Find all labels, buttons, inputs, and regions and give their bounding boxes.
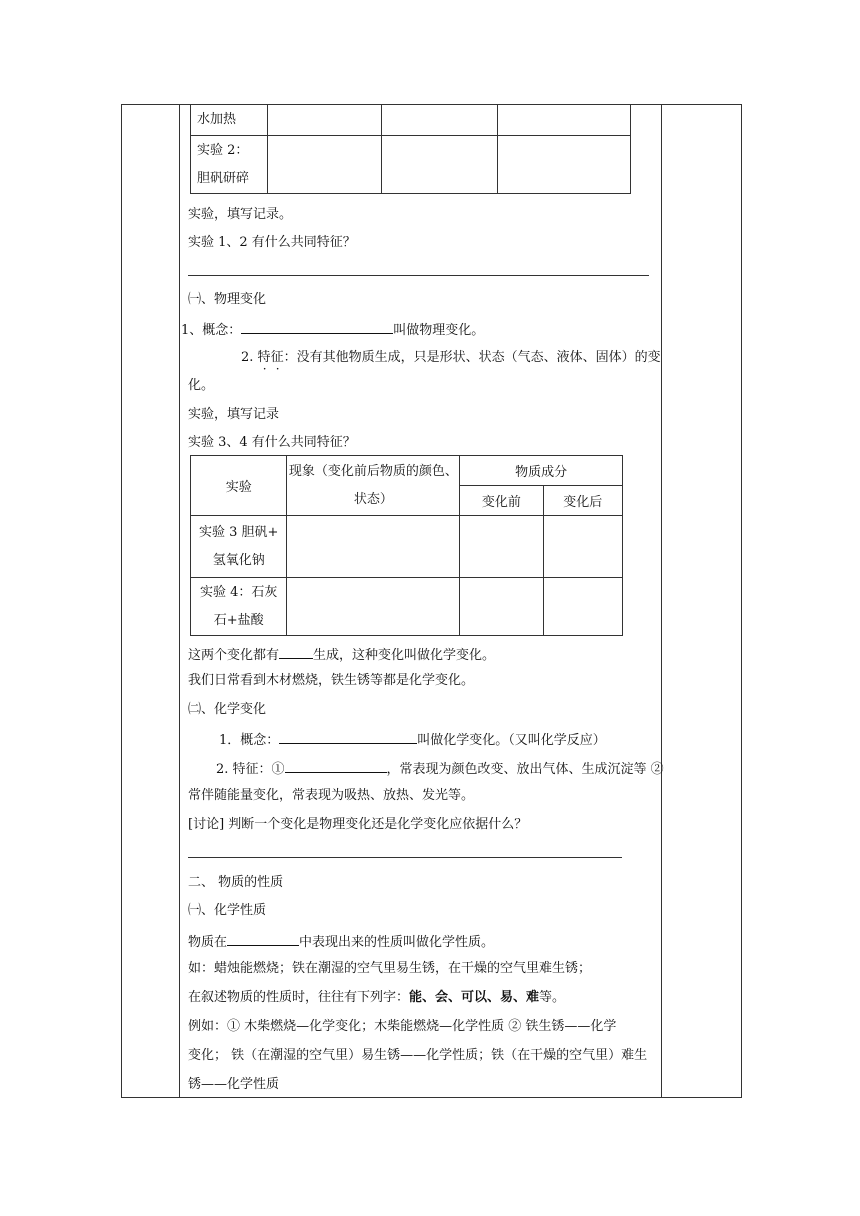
concept-label: 1．概念： <box>219 733 280 748</box>
statement-line: 我们日常看到木材燃烧，铁生锈等都是化学变化。 <box>188 673 475 688</box>
table-cell <box>287 516 460 578</box>
fill-blank <box>279 730 417 744</box>
answer-line <box>188 857 622 858</box>
table-cell <box>191 578 287 636</box>
statement-line <box>188 645 495 664</box>
frame-right-border <box>741 104 742 1098</box>
cell-line: 胆矾研碎 <box>197 170 250 186</box>
statement-suffix: 生成，这种变化叫做化学变化。 <box>313 648 496 663</box>
cell-line: 氢氧化钠 <box>212 552 265 568</box>
instruction-text: 实验，填写记录。 <box>188 207 293 222</box>
table-row <box>191 578 623 636</box>
table-cell <box>460 578 543 636</box>
table-cell <box>543 578 622 636</box>
concept-suffix: 叫做化学变化。（又叫化学反应） <box>417 733 606 748</box>
header-line: 现象（变化前后物质的颜色、 <box>288 463 458 479</box>
feature-line <box>216 759 664 778</box>
question-text: 实验 3、4 有什么共同特征？ <box>188 435 356 450</box>
concept-line <box>219 730 606 749</box>
table-cell <box>460 516 543 578</box>
experiment-table-2 <box>190 455 623 636</box>
table-cell <box>191 136 268 194</box>
section-title: ㈡、化学变化 <box>188 702 267 717</box>
table-row <box>191 516 623 578</box>
table-cell <box>287 578 460 636</box>
header-composition: 物质成分 <box>460 456 623 486</box>
frame-bottom-border <box>121 1097 742 1098</box>
feature-continuation: 化。 <box>188 378 215 393</box>
table-cell <box>543 516 622 578</box>
table-cell: 水加热 <box>191 105 268 136</box>
cell-line: 实验 2： <box>197 142 249 158</box>
feature-number: 2. <box>241 350 254 365</box>
keyword-list: 能、会、可以、易、难 <box>409 990 540 1005</box>
statement-prefix: 这两个变化都有 <box>188 648 280 663</box>
section-title: ㈠、化学性质 <box>188 903 267 918</box>
table-cell <box>268 136 382 194</box>
header-phenomenon <box>287 456 460 516</box>
example-line: 例如：① 木柴燃烧—化学变化；木柴能燃烧—化学性质 ② 铁生锈——化学 <box>188 1019 617 1034</box>
table-row <box>191 136 631 194</box>
example-text: 如：蜡烛能燃烧；铁在潮湿的空气里易生锈，在干燥的空气里难生锈； <box>188 961 592 976</box>
frame-left-border <box>121 104 122 1098</box>
fill-blank <box>285 759 387 773</box>
section-title: ㈠、物理变化 <box>188 292 267 307</box>
concept-label: 1、概念： <box>181 323 242 338</box>
header-experiment: 实验 <box>191 456 287 516</box>
table-cell <box>497 136 630 194</box>
feature-line <box>241 350 661 366</box>
feature-label: 2. 特征：① <box>216 762 285 777</box>
feature-continuation: 常伴随能量变化，常表现为吸热、放热、发光等。 <box>188 788 475 803</box>
table-row <box>191 456 623 486</box>
concept-suffix: 叫做物理变化。 <box>393 323 485 338</box>
table-cell <box>497 105 630 136</box>
table-cell <box>382 136 497 194</box>
keyword-prefix: 在叙述物质的性质时，往往有下列字： <box>188 990 410 1005</box>
emphasis-char: 征 <box>270 350 284 365</box>
question-text: 实验 1、2 有什么共同特征？ <box>188 235 356 250</box>
fill-blank <box>279 645 313 659</box>
keyword-suffix: 等。 <box>539 990 566 1005</box>
definition-suffix: 中表现出来的性质叫做化学性质。 <box>299 935 495 950</box>
table-cell <box>191 516 287 578</box>
frame-column-divider <box>179 104 180 1098</box>
keyword-line <box>188 990 565 1006</box>
answer-line <box>188 275 649 276</box>
emphasis-char: 特 <box>257 350 271 365</box>
experiment-table-1 <box>190 104 631 194</box>
table-cell <box>382 105 497 136</box>
cell-line: 石+盐酸 <box>213 612 264 628</box>
cell-line: 实验 3 胆矾+ <box>199 524 279 540</box>
concept-line <box>181 320 484 339</box>
header-line: 状态） <box>353 491 393 507</box>
discussion-text: [讨论] 判断一个变化是物理变化还是化学变化应依据什么？ <box>188 817 528 832</box>
example-line: 变化； 铁（在潮湿的空气里）易生锈——化学性质；铁（在干燥的空气里）难生 <box>188 1048 648 1063</box>
table-cell <box>268 105 382 136</box>
header-before: 变化前 <box>460 486 543 516</box>
fill-blank <box>241 320 393 334</box>
frame-column-divider <box>661 104 662 1098</box>
header-after: 变化后 <box>543 486 622 516</box>
feature-text: ，常表现为颜色改变、放出气体、生成沉淀等 ② <box>386 762 664 777</box>
feature-text: ：没有其他物质生成，只是形状、状态（气态、液体、固体）的变 <box>283 350 661 365</box>
fill-blank <box>227 932 299 946</box>
example-line: 锈——化学性质 <box>188 1077 280 1092</box>
cell-line: 实验 4：石灰 <box>200 584 278 600</box>
table-row <box>191 105 631 136</box>
instruction-text: 实验，填写记录 <box>188 407 280 422</box>
definition-prefix: 物质在 <box>188 935 228 950</box>
part-title: 二、 物质的性质 <box>188 875 284 890</box>
definition-line <box>188 932 494 951</box>
